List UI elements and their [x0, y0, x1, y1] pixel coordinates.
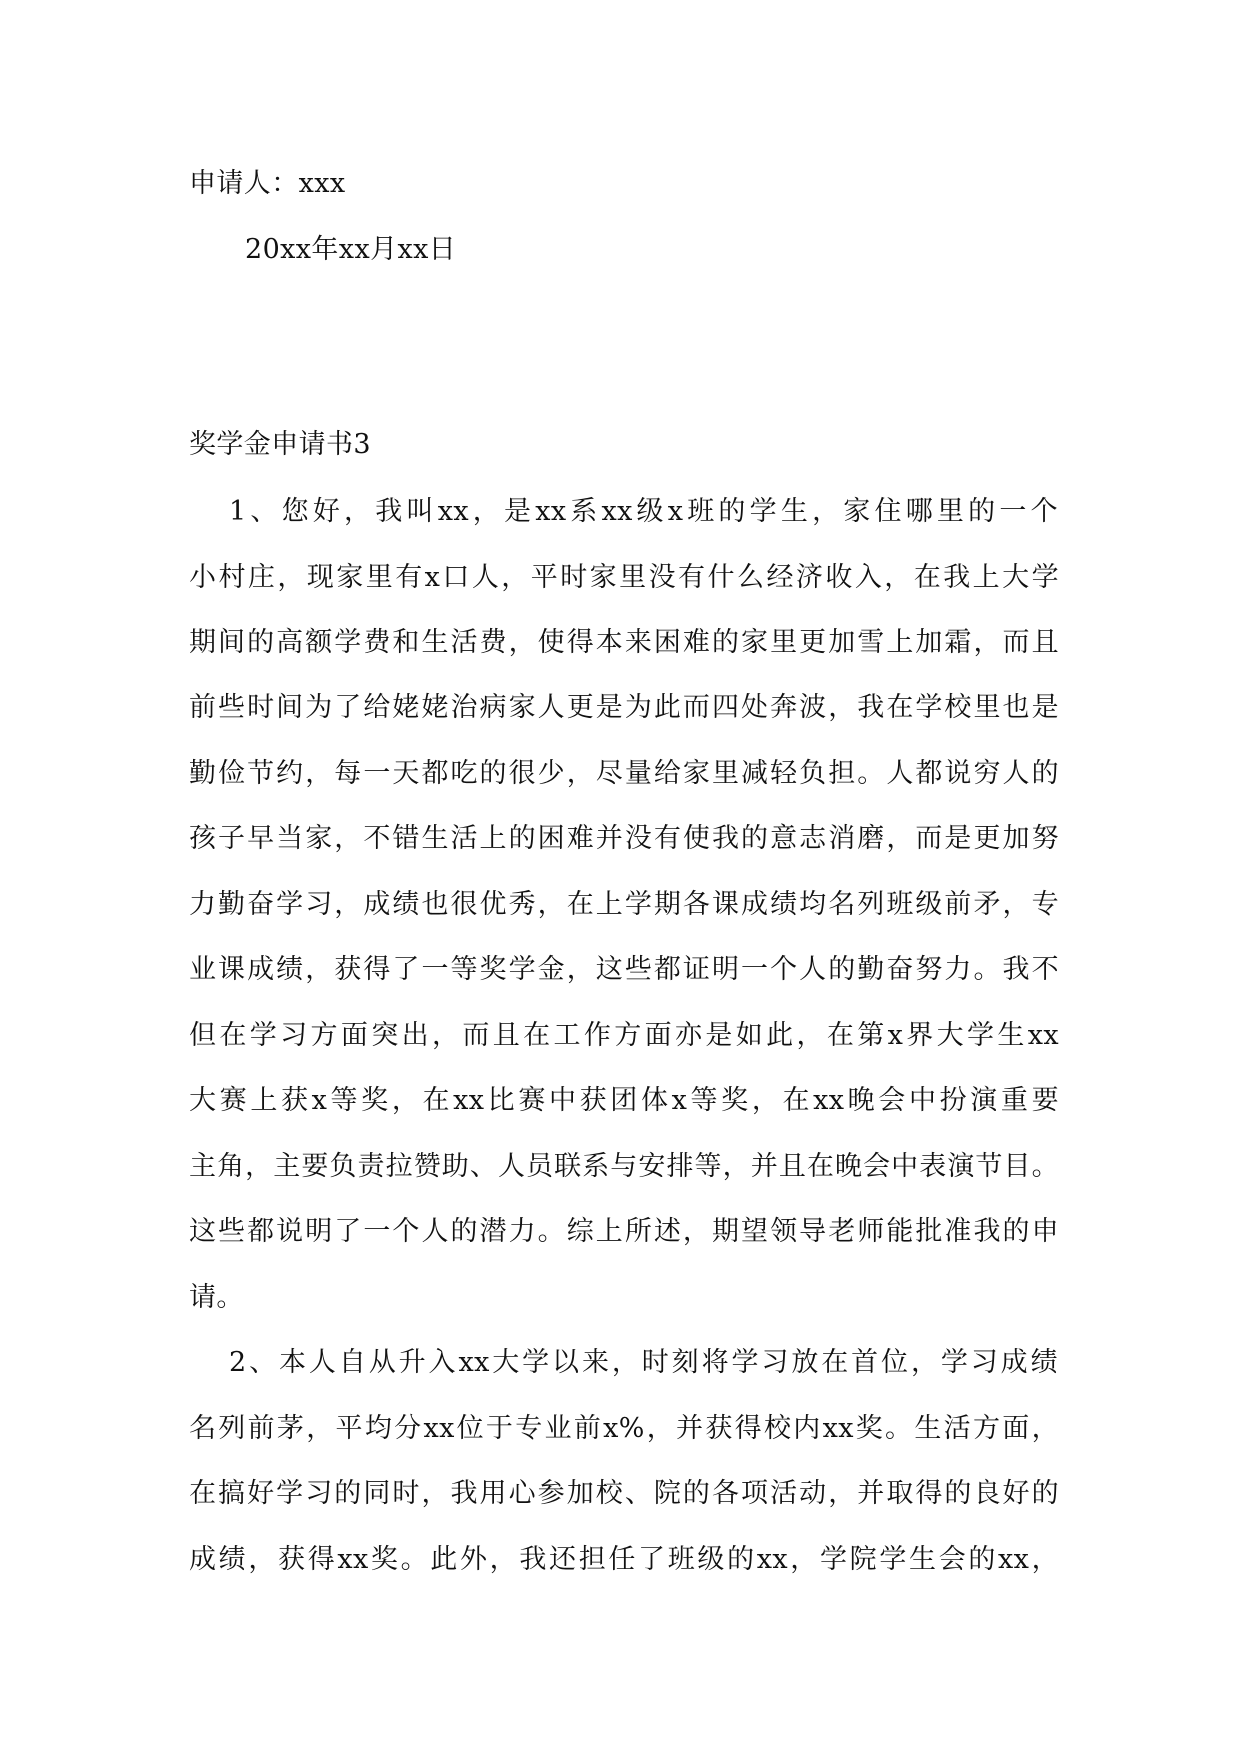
paragraph-1-line: 但在学习方面突出，而且在工作方面亦是如此，在第x界大学生xx	[189, 1020, 1059, 1051]
paragraph-1-line: 勤俭节约，每一天都吃的很少，尽量给家里减轻负担。人都说穷人的	[189, 758, 1059, 789]
section-title: 奖学金申请书3	[189, 429, 371, 460]
paragraph-1-line: 这些都说明了一个人的潜力。综上所述，期望领导老师能批准我的申	[189, 1216, 1059, 1247]
applicant-signature: 申请人：xxx	[189, 168, 346, 199]
paragraph-2-line: 2、本人自从升入xx大学以来，时刻将学习放在首位，学习成绩	[229, 1347, 1058, 1378]
paragraph-1-line: 孩子早当家，不错生活上的困难并没有使我的意志消磨，而是更加努	[189, 823, 1059, 854]
paragraph-1-line: 请。	[189, 1282, 244, 1313]
paragraph-1-line: 主角，主要负责拉赞助、人员联系与安排等，并且在晚会中表演节目。	[189, 1151, 1059, 1182]
signature-date: 20xx年xx月xx日	[245, 234, 457, 265]
paragraph-1-line: 力勤奋学习，成绩也很优秀，在上学期各课成绩均名列班级前矛，专	[189, 889, 1059, 920]
paragraph-1-line: 小村庄，现家里有x口人，平时家里没有什么经济收入，在我上大学	[189, 562, 1059, 593]
paragraph-1-line: 前些时间为了给姥姥治病家人更是为此而四处奔波，我在学校里也是	[189, 692, 1059, 723]
paragraph-2-line: 成绩，获得xx奖。此外，我还担任了班级的xx，学院学生会的xx，	[189, 1544, 1059, 1575]
paragraph-1-line: 1、您好，我叫xx，是xx系xx级x班的学生，家住哪里的一个	[229, 496, 1058, 527]
paragraph-1-line: 大赛上获x等奖，在xx比赛中获团体x等奖，在xx晚会中扮演重要	[189, 1085, 1059, 1116]
paragraph-2-line: 名列前茅，平均分xx位于专业前x%，并获得校内xx奖。生活方面，	[189, 1413, 1059, 1444]
paragraph-2-line: 在搞好学习的同时，我用心参加校、院的各项活动，并取得的良好的	[189, 1478, 1059, 1509]
paragraph-1-line: 期间的高额学费和生活费，使得本来困难的家里更加雪上加霜，而且	[189, 627, 1059, 658]
paragraph-1-line: 业课成绩，获得了一等奖学金，这些都证明一个人的勤奋努力。我不	[189, 954, 1059, 985]
